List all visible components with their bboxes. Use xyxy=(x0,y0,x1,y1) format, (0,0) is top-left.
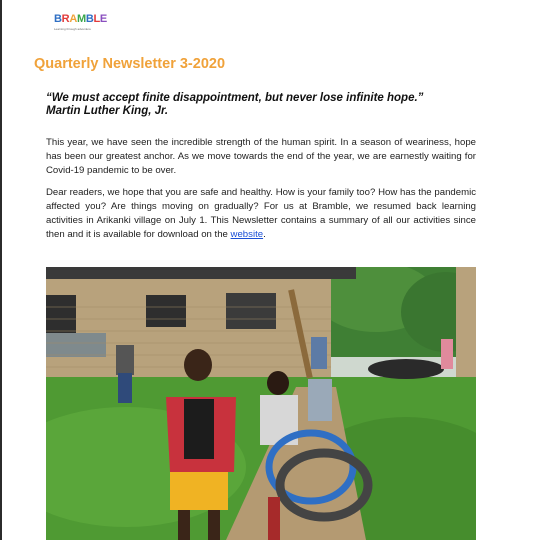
logo-letter: L xyxy=(93,13,100,25)
logo-wordmark xyxy=(54,14,106,25)
photo-roof xyxy=(46,267,356,279)
logo-letter: B xyxy=(85,13,94,25)
logo-letter: A xyxy=(69,13,77,25)
quote-block xyxy=(46,92,466,118)
page-title: Quarterly Newsletter 3-2020 xyxy=(34,56,226,72)
intro-paragraph: This year, we have seen the incredible strength of the human spirit. In a season of weariness, hope has been our greatest anchor. As we move towards the end of the year, we are earnestly waiting for Covid-19 pandemic to be over. xyxy=(46,137,476,176)
update-paragraph xyxy=(46,186,476,242)
quote-text: “We must accept finite disappointment, but never lose infinite hope.” xyxy=(46,92,424,104)
photo-girl xyxy=(184,349,212,381)
logo-letter: E xyxy=(99,13,107,25)
village-photo xyxy=(46,267,476,540)
update-paragraph-end: . xyxy=(263,229,266,240)
quote-author: Martin Luther King, Jr. xyxy=(46,105,169,117)
bramble-logo xyxy=(54,14,106,34)
logo-tagline: Learning through adventure xyxy=(54,27,91,31)
photo-boy xyxy=(267,371,289,395)
logo-letter: B xyxy=(54,13,62,25)
website-link[interactable]: website xyxy=(230,229,264,240)
page-left-border xyxy=(0,0,2,540)
logo-letter: R xyxy=(61,13,70,25)
logo-letter: M xyxy=(76,13,86,25)
update-paragraph-text: Dear readers, we hope that you are safe and healthy. How is your family too? How has the pandemic affected you? Are things moving on gradually? For us at Bramble, we resumed back learning activities in Arikanki village on July 1. This Newsletter contains a summary of all our activities since then and it is available for download on the xyxy=(46,187,476,240)
